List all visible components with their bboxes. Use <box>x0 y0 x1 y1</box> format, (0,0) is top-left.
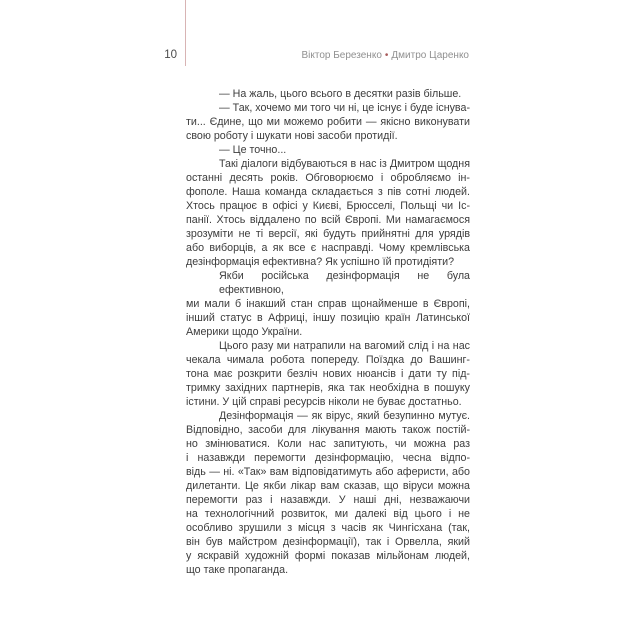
text-line: Дезінформація — як вірус, який безупинно мутує. <box>219 410 470 422</box>
text-line: дилетанти. Це якби лікар вам сказав, що віруси можна <box>186 480 470 492</box>
text-line: у яскравій художній формі показав мільйонам людей, <box>186 550 470 562</box>
text-line: перемогти раз і назавжди. У наші дні, незважаючи <box>186 494 470 506</box>
text-line: Якби російська дезінформація не була ефективною, <box>219 270 470 296</box>
page-number: 10 <box>164 49 177 61</box>
text-line: або виборців, а як все є насправді. Чому кремлівська <box>186 242 470 254</box>
text-line: істини. У цій справі ресурсів ніколи не буває достатньо. <box>186 396 462 408</box>
text-line: дезінформація ефективна? Як успішно їй протидіяти? <box>186 256 455 268</box>
text-line: панії. Хтось віддалено по всій Європі. Ми намагаємося <box>186 214 470 226</box>
text-line: на технологічний розвиток, ми далекі від цього і не <box>186 508 470 520</box>
text-line: Хтось працює в офісі у Києві, Брюсселі, Польщі чи Іс- <box>186 200 470 212</box>
author-first: Віктор Березенко <box>301 50 382 61</box>
author-separator-dot: • <box>384 50 389 61</box>
text-line: — Так, хочемо ми того чи ні, це існує і буде існува- <box>219 102 470 114</box>
text-line: но змінюватися. Коли нас запитують, чи можна раз <box>186 438 470 450</box>
text-line: ми мали б інакший стан справ щонайменше в Європі, <box>186 298 470 310</box>
text-line: Америки щодо України. <box>186 326 303 338</box>
text-line: відь — ні. «Так» вам відповідатимуть або аферисти, або <box>186 466 470 478</box>
text-line: і назавжди перемогти дезінформацію, чесна відпо- <box>186 452 470 464</box>
text-line: — Це точно... <box>219 144 287 156</box>
text-line: ти... Єдине, що ми можемо робити — якісно виконувати <box>186 116 470 128</box>
text-line: останні десять років. Обговорюємо і обробляємо ін- <box>186 172 470 184</box>
text-line: що таке пропаганда. <box>186 564 289 576</box>
page-body <box>186 87 470 577</box>
text-line: особливо зрушили з місця з часів як Чингісхана (так, <box>186 522 470 534</box>
text-line: чекала чимала робота попереду. Поїздка до Вашинг- <box>186 354 470 366</box>
text-line: Такі діалоги відбуваються в нас із Дмитром щодня <box>219 158 470 170</box>
text-line: тримку західних партнерів, яка так необхідна в пошуку <box>186 382 470 394</box>
text-line: — На жаль, цього всього в десятки разів більше. <box>219 88 462 100</box>
text-line: Цього разу ми натрапили на вагомий слід і на нас <box>219 340 470 352</box>
text-line: тона має розкрити безліч нових нюансів і дати ту під- <box>186 368 470 380</box>
author-second: Дмитро Царенко <box>391 50 469 61</box>
text-line: свою роботу і шукати нові засоби протидії. <box>186 130 398 142</box>
text-line: він був майстром дезінформації), так і Орвелла, який <box>186 536 470 548</box>
text-line: фополе. Наша команда складається з пів сотні людей. <box>186 186 470 198</box>
text-line: зрозуміти не ті версії, які будуть прийнятні для урядів <box>186 228 470 240</box>
text-line: інший статус в Африці, іншу позицію країн Латинської <box>186 312 470 324</box>
running-header <box>186 49 469 62</box>
text-line: Відповідно, засоби для лікування мають також постій- <box>186 424 470 436</box>
